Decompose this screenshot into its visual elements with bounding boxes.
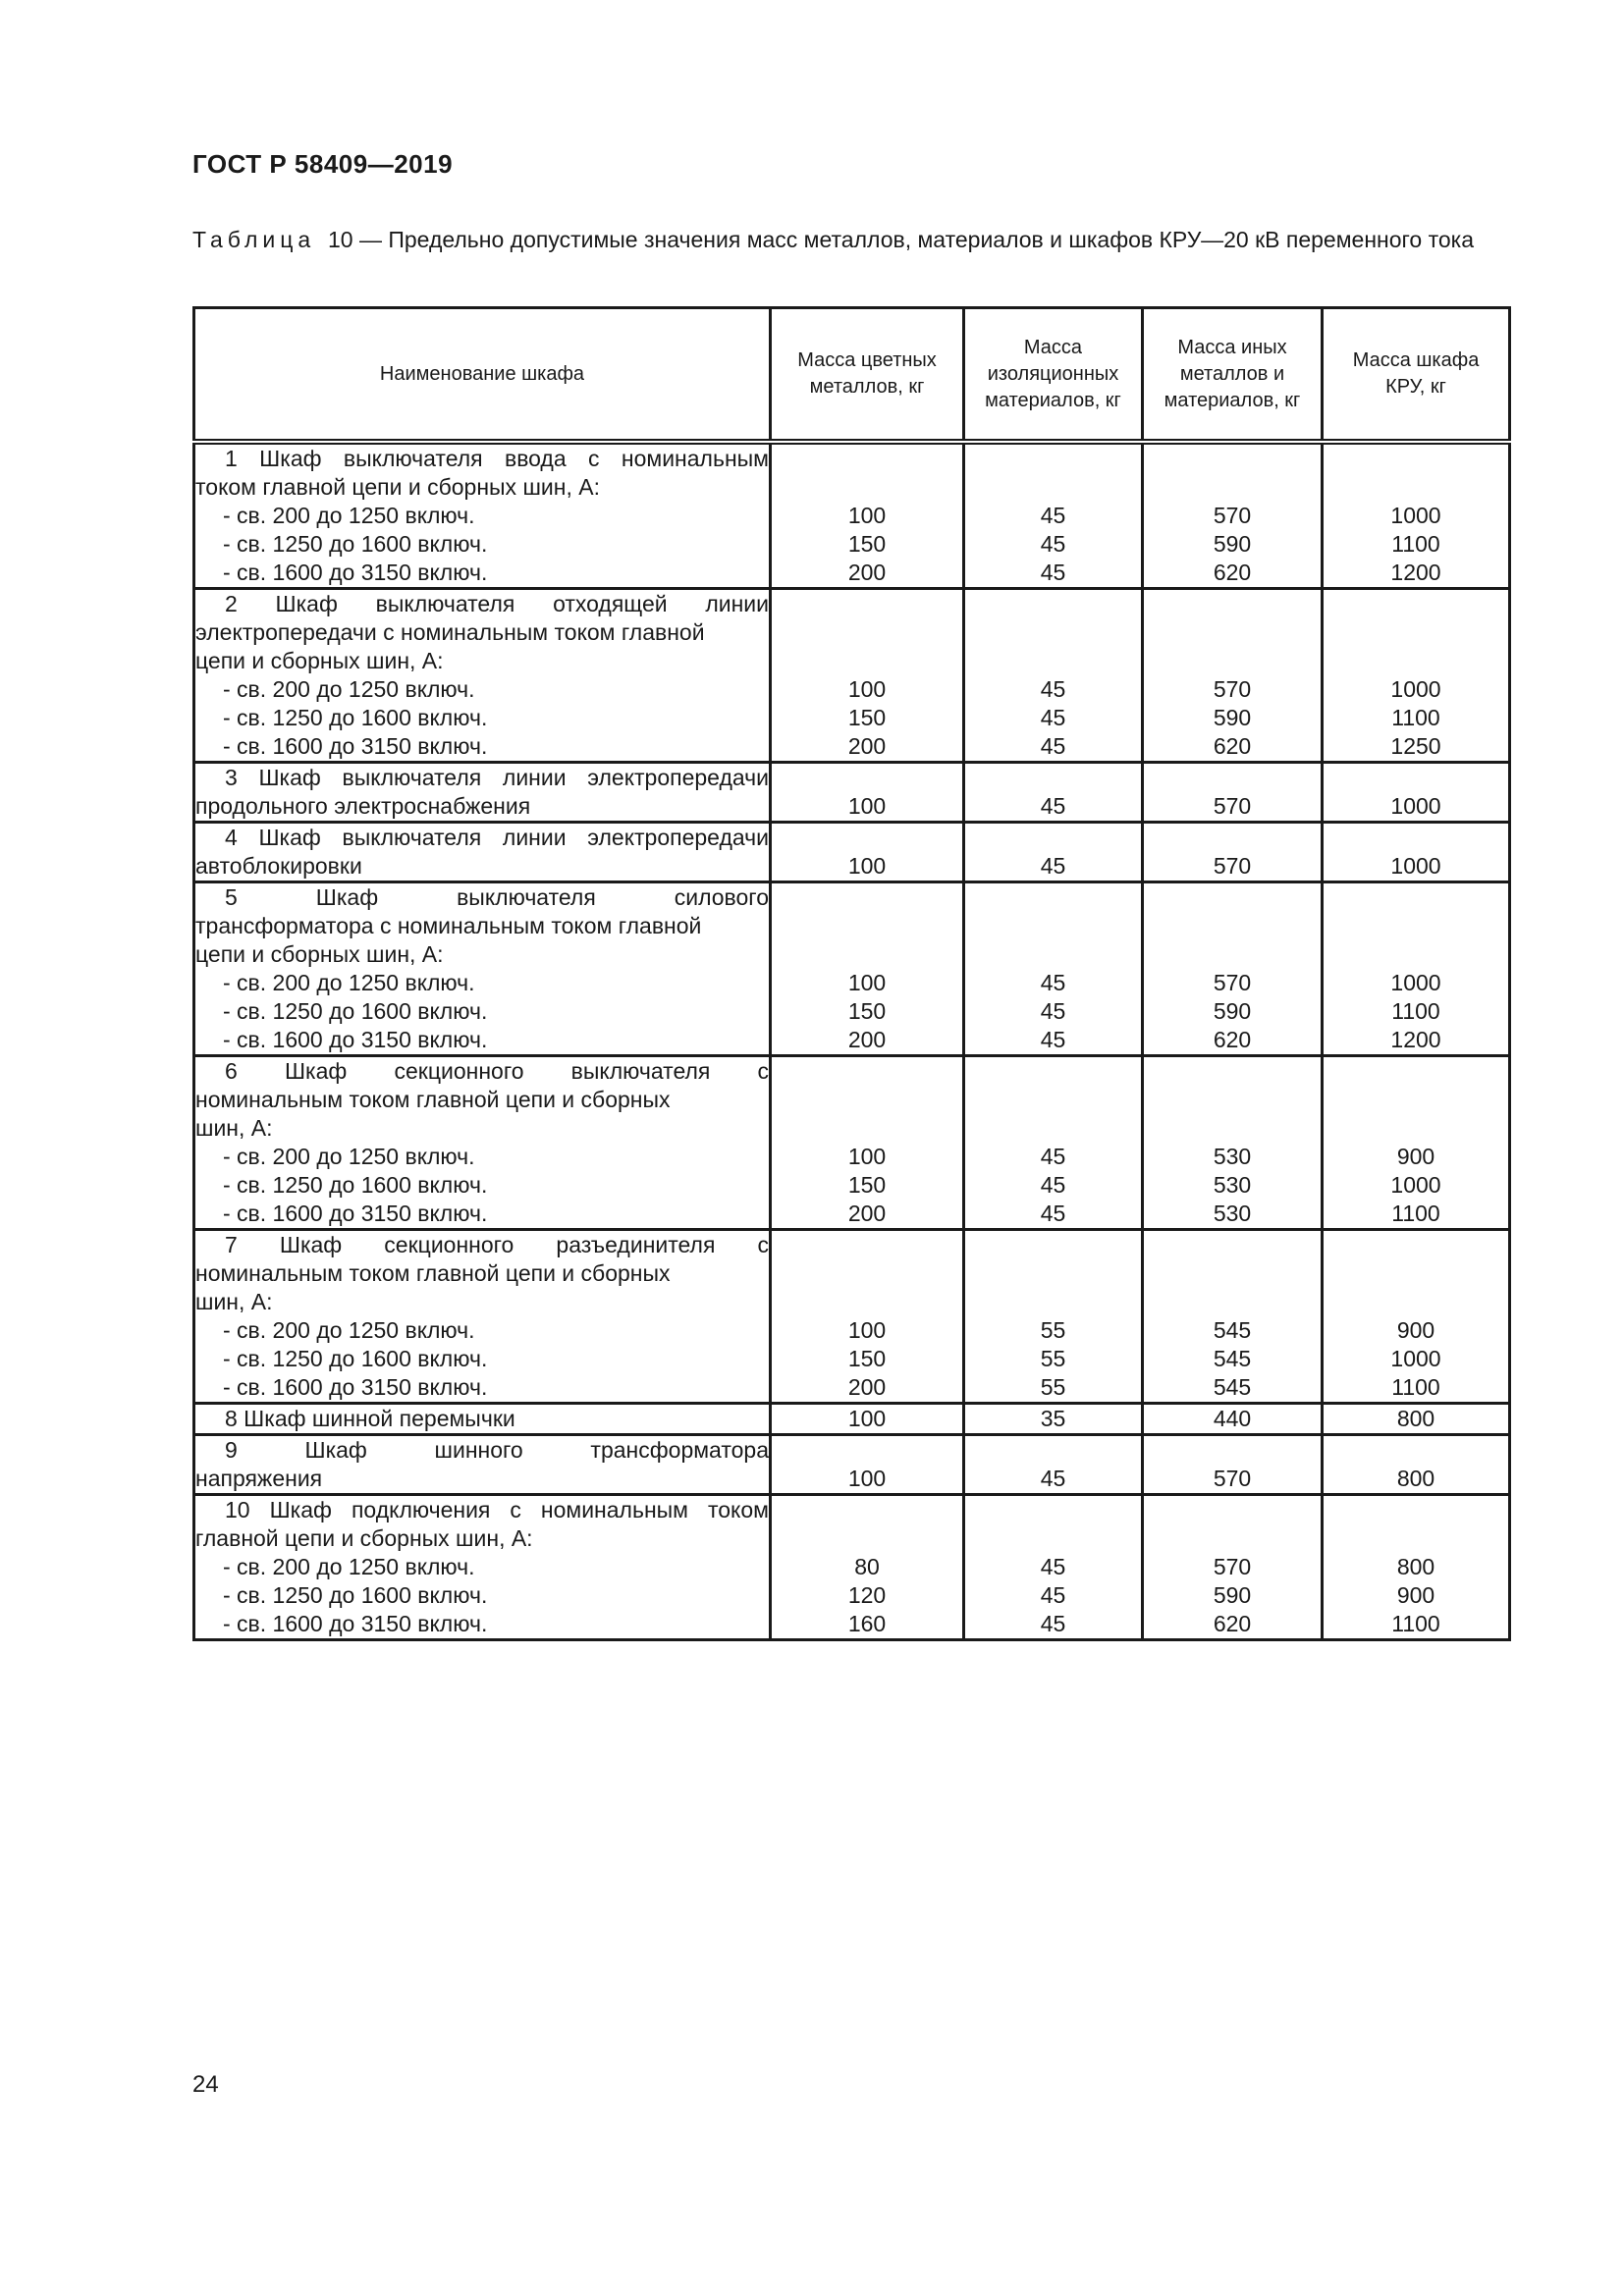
table-row [194,823,1510,882]
table-caption [192,225,1508,255]
mass-value-cell [1323,1495,1510,1640]
mass-value: 45 [1040,1466,1066,1491]
mass-value-cell [771,1435,964,1495]
current-range-line: - св. 200 до 1250 включ. [223,1554,475,1579]
current-range-line: - св. 1250 до 1600 включ. [223,1582,488,1608]
mass-value: 570 [1213,1466,1252,1491]
mass-value-cell [771,823,964,882]
mass-value: 45 [1040,531,1066,557]
cabinet-name-line: напряжения [195,1466,323,1491]
cabinet-name-cell [194,589,771,763]
mass-value-cell [771,1404,964,1435]
current-range-line: - св. 200 до 1250 включ. [223,503,475,528]
mass-value: 200 [847,1027,887,1052]
mass-value: 1000 [1390,1346,1441,1371]
mass-value: 1000 [1390,503,1441,528]
cabinet-name-cell [194,763,771,823]
cabinet-name-cell [194,1435,771,1495]
table-caption-text: 10 — Предельно допустимые значения масс металлов, материалов и шкафов КРУ—20 кВ переменного тока [327,227,1475,252]
mass-value-cell [771,763,964,823]
mass-value: 100 [847,676,887,702]
mass-value-cell [1323,823,1510,882]
mass-value: 100 [847,1406,887,1431]
mass-value: 45 [1040,853,1066,879]
mass-value: 1250 [1390,733,1441,759]
mass-value-cell [771,882,964,1056]
mass-value-cell [1323,589,1510,763]
column-header-insulation: Масса изоляционных материалов, кг [964,308,1143,443]
mass-value-cell [1143,1404,1323,1435]
mass-value-cell [964,823,1143,882]
mass-value: 545 [1213,1346,1252,1371]
mass-value-cell [1143,882,1323,1056]
mass-value: 55 [1040,1346,1066,1371]
cabinet-name-line: 8 Шкаф шинной перемычки [225,1406,515,1431]
current-range-line: - св. 1600 до 3150 включ. [223,1611,488,1636]
cabinet-name-line: 5 Шкаф выключателя силового [225,884,769,910]
mass-value: 545 [1213,1374,1252,1400]
cabinet-name-line: 2 Шкаф выключателя отходящей линии [225,591,769,616]
mass-value: 1100 [1391,1201,1440,1226]
table-row [194,1056,1510,1230]
mass-value: 120 [847,1582,887,1608]
mass-value: 45 [1040,733,1066,759]
cabinet-name-line: шин, А: [195,1289,273,1314]
mass-value-cell [964,1056,1143,1230]
mass-value: 45 [1040,1027,1066,1052]
cabinet-name-line: продольного электроснабжения [195,793,531,819]
current-range-line: - св. 200 до 1250 включ. [223,676,475,702]
mass-value: 45 [1040,1172,1066,1198]
mass-value-cell [964,763,1143,823]
mass-value: 590 [1213,998,1252,1024]
mass-value: 570 [1213,1554,1252,1579]
cabinet-name-cell [194,823,771,882]
mass-value: 1100 [1391,531,1440,557]
document-code: ГОСТ Р 58409—2019 [192,149,454,179]
current-range-line: - св. 1600 до 3150 включ. [223,560,488,585]
mass-value: 200 [847,560,887,585]
mass-value: 1100 [1391,1611,1440,1636]
column-header-name: Наименование шкафа [194,308,771,443]
mass-value-cell [771,1056,964,1230]
mass-value: 590 [1213,705,1252,730]
current-range-line: - св. 1600 до 3150 включ. [223,1374,488,1400]
mass-value: 55 [1040,1374,1066,1400]
mass-value-cell [964,1230,1143,1404]
mass-value: 800 [1396,1406,1435,1431]
mass-value-cell [1143,1435,1323,1495]
mass-value: 45 [1040,503,1066,528]
mass-value: 620 [1213,560,1252,585]
mass-value: 590 [1213,1582,1252,1608]
current-range-line: - св. 1600 до 3150 включ. [223,1201,488,1226]
mass-value: 45 [1040,970,1066,995]
mass-value: 440 [1213,1406,1252,1431]
mass-value-cell [1323,442,1510,589]
mass-value: 200 [847,733,887,759]
mass-value: 570 [1213,853,1252,879]
table-row [194,589,1510,763]
mass-value: 45 [1040,560,1066,585]
table-row [194,1230,1510,1404]
table-row [194,1495,1510,1640]
cabinet-name-line: 1 Шкаф выключателя ввода с номинальным [225,446,769,471]
mass-value: 150 [847,998,887,1024]
table-row [194,763,1510,823]
mass-value: 570 [1213,676,1252,702]
mass-value-cell [771,1495,964,1640]
mass-value-cell [964,1495,1143,1640]
mass-value: 45 [1040,1201,1066,1226]
mass-value-cell [1323,763,1510,823]
current-range-line: - св. 1250 до 1600 включ. [223,531,488,557]
mass-value-cell [1143,1495,1323,1640]
mass-value: 530 [1213,1144,1252,1169]
current-range-line: - св. 200 до 1250 включ. [223,1144,475,1169]
table-row [194,1404,1510,1435]
current-range-line: - св. 1600 до 3150 включ. [223,733,488,759]
mass-value: 620 [1213,733,1252,759]
mass-value: 100 [847,1144,887,1169]
mass-value: 620 [1213,1027,1252,1052]
mass-value-cell [771,442,964,589]
mass-value-cell [964,1435,1143,1495]
mass-value: 1100 [1391,998,1440,1024]
mass-value: 530 [1213,1172,1252,1198]
mass-value: 1000 [1390,676,1441,702]
current-range-line: - св. 200 до 1250 включ. [223,970,475,995]
mass-value: 45 [1040,793,1066,819]
mass-value-cell [1323,1404,1510,1435]
mass-value-cell [1143,1056,1323,1230]
mass-value: 800 [1396,1554,1435,1579]
table-body [194,442,1510,1640]
mass-value: 545 [1213,1317,1252,1343]
mass-value: 150 [847,1346,887,1371]
mass-value: 1100 [1391,705,1440,730]
mass-value-cell [964,882,1143,1056]
cabinet-name-line: цепи и сборных шин, А: [195,648,444,673]
mass-value: 900 [1396,1317,1435,1343]
mass-value: 1000 [1390,1172,1441,1198]
page-number: 24 [192,2071,219,2098]
mass-value: 1000 [1390,853,1441,879]
mass-value: 200 [847,1374,887,1400]
current-range-line: - св. 1250 до 1600 включ. [223,998,488,1024]
mass-value: 80 [854,1554,880,1579]
mass-value: 100 [847,853,887,879]
mass-value: 35 [1040,1406,1066,1431]
mass-value-cell [1143,823,1323,882]
mass-value-cell [771,1230,964,1404]
current-range-line: - св. 1250 до 1600 включ. [223,705,488,730]
table-header-row [194,308,1510,443]
column-header-total: Масса шкафа КРУ, кг [1323,308,1510,443]
table-caption-prefix: Таблица [192,227,316,252]
mass-value-cell [1143,442,1323,589]
current-range-line: - св. 1250 до 1600 включ. [223,1172,488,1198]
column-header-nonferrous: Масса цветных металлов, кг [771,308,964,443]
mass-value: 150 [847,1172,887,1198]
mass-value: 1000 [1390,970,1441,995]
mass-value-cell [1323,1056,1510,1230]
cabinet-name-line: номинальным током главной цепи и сборных [195,1087,671,1112]
mass-value: 1200 [1390,1027,1441,1052]
column-header-other: Масса иных металлов и материалов, кг [1143,308,1323,443]
mass-value: 100 [847,970,887,995]
mass-value: 45 [1040,705,1066,730]
cabinet-name-line: 4 Шкаф выключателя линии электропередачи [225,825,769,850]
mass-value-cell [964,1404,1143,1435]
mass-value: 45 [1040,1582,1066,1608]
mass-value: 530 [1213,1201,1252,1226]
mass-value: 160 [847,1611,887,1636]
mass-value-cell [1323,882,1510,1056]
cabinet-name-line: трансформатора с номинальным током главной [195,913,702,938]
current-range-line: - св. 1250 до 1600 включ. [223,1346,488,1371]
cabinet-name-line: 7 Шкаф секционного разъединителя с [225,1232,769,1257]
mass-value: 800 [1396,1466,1435,1491]
mass-value: 1200 [1390,560,1441,585]
table-row [194,1435,1510,1495]
mass-value: 45 [1040,998,1066,1024]
cabinet-name-cell [194,1056,771,1230]
cabinet-name-line: цепи и сборных шин, А: [195,941,444,967]
mass-value: 570 [1213,970,1252,995]
cabinet-name-cell [194,442,771,589]
mass-value: 900 [1396,1144,1435,1169]
mass-value: 150 [847,705,887,730]
cabinet-name-line: 6 Шкаф секционного выключателя с [225,1058,769,1084]
mass-value-cell [1143,1230,1323,1404]
mass-value: 100 [847,1466,887,1491]
table-row [194,442,1510,589]
cabinet-name-line: номинальным током главной цепи и сборных [195,1260,671,1286]
mass-value: 45 [1040,1611,1066,1636]
cabinet-name-line: 3 Шкаф выключателя линии электропередачи [225,765,769,790]
mass-value-cell [964,442,1143,589]
mass-value: 45 [1040,1554,1066,1579]
current-range-line: - св. 1600 до 3150 включ. [223,1027,488,1052]
mass-value: 570 [1213,793,1252,819]
table-row [194,882,1510,1056]
mass-value: 1100 [1391,1374,1440,1400]
mass-value: 100 [847,1317,887,1343]
cabinet-name-cell [194,882,771,1056]
cabinet-name-cell [194,1404,771,1435]
mass-value: 200 [847,1201,887,1226]
mass-value-cell [771,589,964,763]
mass-value: 900 [1396,1582,1435,1608]
mass-value-cell [1143,763,1323,823]
mass-value-cell [1323,1230,1510,1404]
cabinet-name-line: автоблокировки [195,853,362,879]
mass-value-cell [964,589,1143,763]
cabinet-name-line: шин, А: [195,1115,273,1141]
cabinet-name-cell [194,1230,771,1404]
mass-value: 590 [1213,531,1252,557]
mass-value: 100 [847,503,887,528]
cabinet-name-line: главной цепи и сборных шин, А: [195,1525,533,1551]
mass-value: 150 [847,531,887,557]
mass-value-cell [1143,589,1323,763]
current-range-line: - св. 200 до 1250 включ. [223,1317,475,1343]
mass-value: 45 [1040,676,1066,702]
mass-value: 45 [1040,1144,1066,1169]
mass-value: 1000 [1390,793,1441,819]
mass-limits-table [192,306,1511,1641]
cabinet-name-cell [194,1495,771,1640]
cabinet-name-line: 10 Шкаф подключения с номинальным током [225,1497,769,1522]
cabinet-name-line: электропередачи с номинальным током главной [195,619,705,645]
mass-value: 570 [1213,503,1252,528]
cabinet-name-line: током главной цепи и сборных шин, А: [195,474,600,500]
mass-value-cell [1323,1435,1510,1495]
mass-value: 100 [847,793,887,819]
mass-value: 55 [1040,1317,1066,1343]
cabinet-name-line: 9 Шкаф шинного трансформатора [225,1437,769,1463]
mass-value: 620 [1213,1611,1252,1636]
